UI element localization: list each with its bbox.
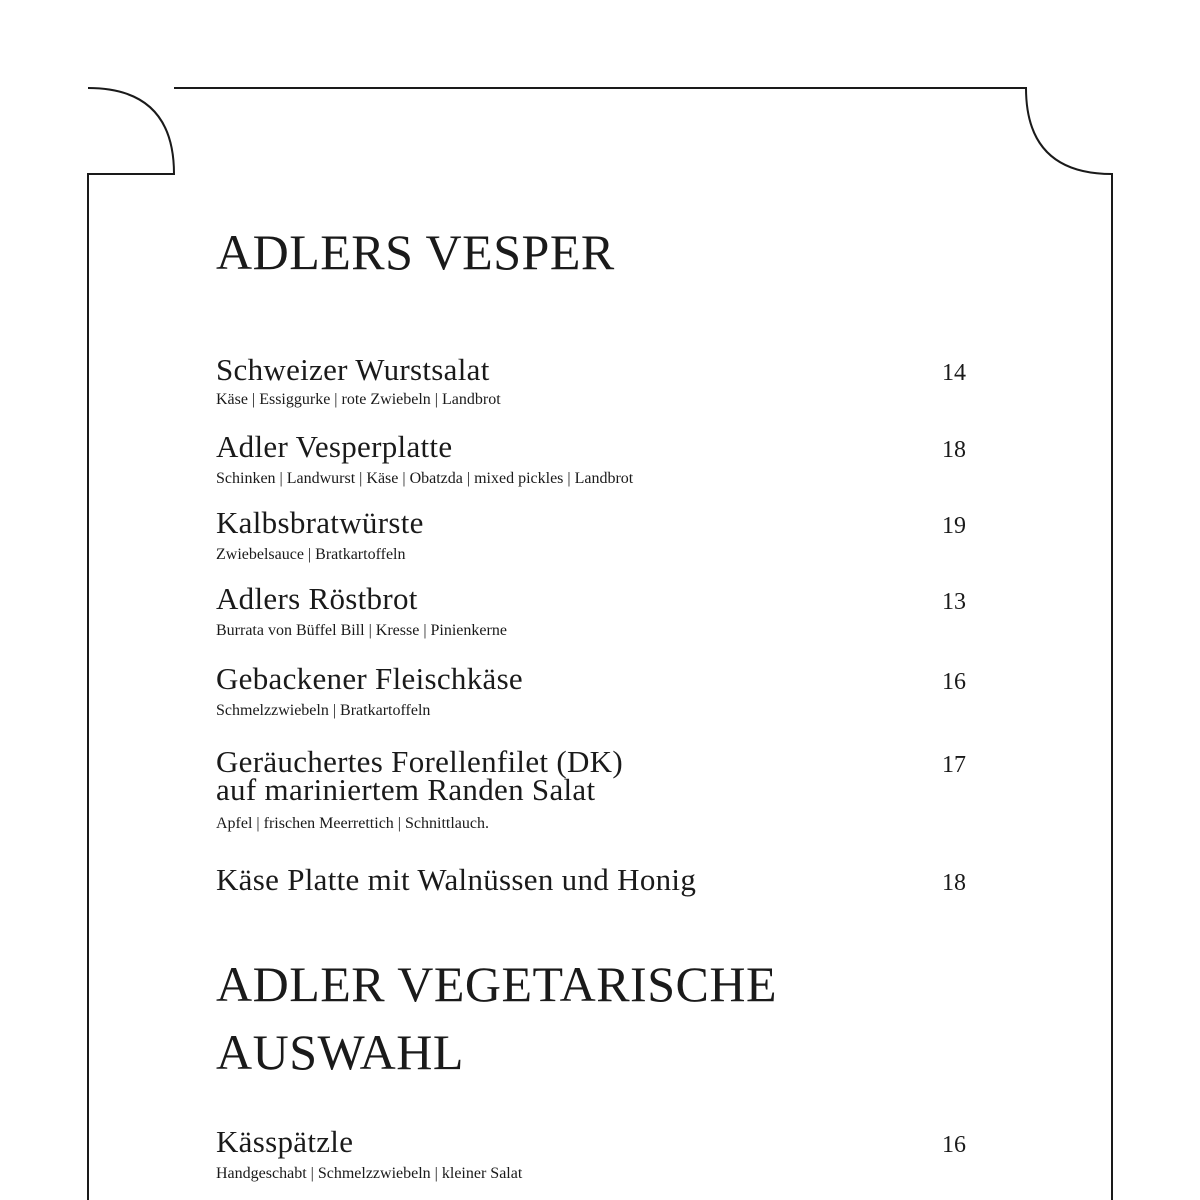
item-price: 18 (942, 870, 966, 896)
item-description: Käse | Essiggurke | rote Zwiebeln | Landbrot (216, 391, 501, 408)
section-title-vegetarisch (216, 950, 777, 1086)
section-title-vesper: ADLERS VESPER (216, 224, 615, 280)
section-title-line: ADLER VEGETARISCHE (216, 956, 778, 1012)
menu-item-kaesspaetzle (216, 1124, 966, 1184)
item-price: 16 (942, 1132, 966, 1158)
menu-item-fleischkaese (216, 661, 966, 721)
item-name: Gebackener Fleischkäse (216, 661, 523, 696)
item-name: Geräuchertes Forellenfilet (DK) auf mariniertem Randen Salat (216, 744, 623, 807)
menu-item-vesperplatte (216, 429, 966, 489)
item-name: Schweizer Wurstsalat (216, 352, 490, 387)
item-price: 19 (942, 513, 966, 539)
item-name: Käse Platte mit Walnüssen und Honig (216, 862, 697, 897)
item-description: Schmelzzwiebeln | Bratkartoffeln (216, 702, 431, 719)
item-description: Handgeschabt | Schmelzzwiebeln | kleiner Salat (216, 1165, 523, 1182)
menu-item-kalbsbratwuerste (216, 505, 966, 565)
item-name: Adler Vesperplatte (216, 429, 453, 464)
item-price: 18 (942, 437, 966, 463)
item-name: Kalbsbratwürste (216, 505, 424, 540)
item-name: Kässpätzle (216, 1124, 354, 1159)
item-description: Burrata von Büffel Bill | Kresse | Pinienkerne (216, 622, 507, 639)
item-description: Zwiebelsauce | Bratkartoffeln (216, 546, 406, 563)
item-price: 17 (942, 752, 966, 778)
item-description: Apfel | frischen Meerrettich | Schnittlauch. (216, 815, 489, 832)
item-price: 14 (942, 360, 966, 386)
menu-item-wurstsalat (216, 352, 966, 410)
menu-item-kaese-platte (216, 862, 966, 897)
menu-item-roestbrot (216, 581, 966, 641)
item-price: 16 (942, 669, 966, 695)
section-title-line: AUSWAHL (216, 1024, 464, 1080)
item-name: Adlers Röstbrot (216, 581, 418, 616)
menu-item-forellenfilet (216, 744, 966, 834)
item-price: 13 (942, 589, 966, 615)
item-description: Schinken | Landwurst | Käse | Obatzda | mixed pickles | Landbrot (216, 470, 634, 487)
